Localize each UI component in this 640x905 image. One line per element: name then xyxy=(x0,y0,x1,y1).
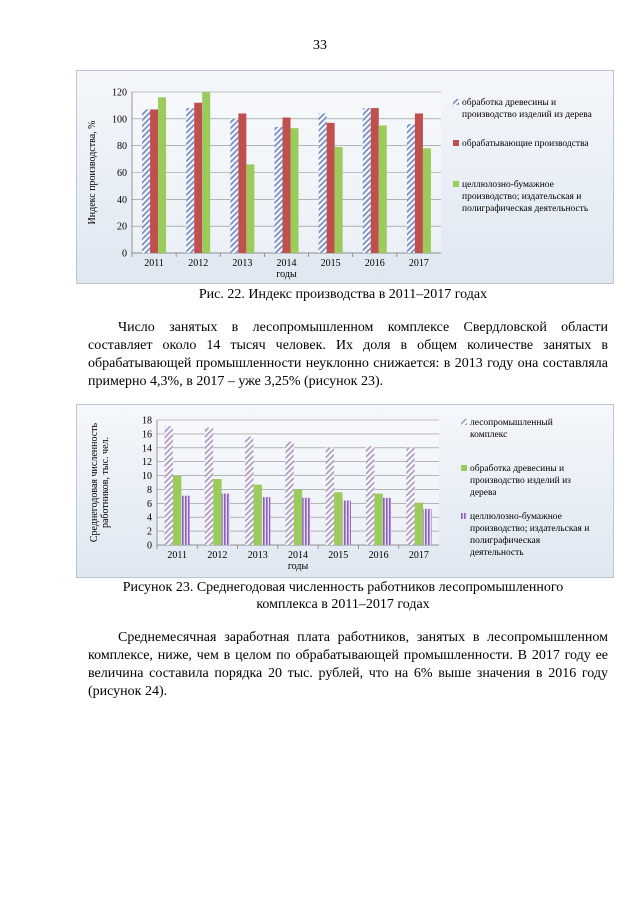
chart2-bar-2-2011 xyxy=(173,476,181,545)
employee-count-chart xyxy=(76,404,614,578)
chart1-x-tick-label: 2016 xyxy=(364,258,385,269)
chart2-bar-3-2015 xyxy=(342,501,350,545)
chart2-bar-1-2015 xyxy=(326,448,334,545)
chart2-bar-1-2016 xyxy=(366,446,374,545)
chart2-legend-label-3: производство; издательская и xyxy=(470,524,590,534)
chart1-bar-3-2013 xyxy=(246,164,254,253)
chart1-bar-3-2016 xyxy=(379,126,387,253)
chart2-legend-label-3: целлюлозно-бумажное xyxy=(470,512,562,522)
chart1-x-tick-label: 2012 xyxy=(188,258,209,269)
chart2-bar-3-2012 xyxy=(222,494,230,545)
chart1-bar-2-2014 xyxy=(283,117,291,253)
chart2-legend-label-1: лесопромышленный xyxy=(470,418,553,428)
chart1-legend-label-1: обработка древесины и xyxy=(462,98,557,108)
paragraph-employment xyxy=(88,319,608,391)
chart2-x-tick-label: 2014 xyxy=(288,550,308,561)
chart1-legend-swatch-2 xyxy=(453,140,459,146)
chart1-x-tick-label: 2011 xyxy=(144,258,164,269)
chart1-legend-label-1: производство изделий из дерева xyxy=(462,110,592,120)
chart2-bar-1-2017 xyxy=(406,448,414,545)
chart1-bar-1-2011 xyxy=(142,109,150,253)
production-index-chart xyxy=(76,70,614,284)
chart2-legend-swatch-1 xyxy=(461,419,467,425)
chart1-bar-2-2017 xyxy=(415,113,423,253)
chart2-bar-2-2013 xyxy=(254,485,262,545)
chart2-x-tick-label: 2015 xyxy=(328,550,349,561)
chart1-bar-1-2014 xyxy=(275,127,283,253)
chart1-x-tick-label: 2014 xyxy=(276,258,297,269)
chart1-bar-2-2015 xyxy=(327,123,335,253)
chart1-legend-label-3: целлюлозно-бумажное xyxy=(462,180,554,190)
employee-count-chart-svg xyxy=(77,405,613,577)
chart1-bar-1-2012 xyxy=(186,108,194,253)
chart2-legend-label-3: деятельность xyxy=(470,548,524,558)
production-index-chart-svg xyxy=(77,71,613,283)
chart1-y-tick-label: 80 xyxy=(117,141,127,153)
chart1-bar-3-2012 xyxy=(202,92,210,253)
chart2-y-tick-label: 14 xyxy=(142,443,152,455)
chart1-legend-swatch-1 xyxy=(453,99,459,105)
chart2-x-tick-label: 2016 xyxy=(368,550,389,561)
chart2-y-tick-label: 6 xyxy=(147,498,152,510)
chart1-legend-label-3: производство; издательская и xyxy=(462,192,582,202)
chart1-y-tick-label: 40 xyxy=(117,194,127,206)
chart2-bar-3-2017 xyxy=(423,509,431,545)
chart2-y-tick-label: 8 xyxy=(147,484,152,496)
chart1-bar-1-2013 xyxy=(230,119,238,253)
chart2-bar-3-2014 xyxy=(302,498,310,545)
chart2-bar-2-2017 xyxy=(415,503,423,545)
chart2-bar-1-2012 xyxy=(205,428,213,545)
chart2-y-axis-title: Среднегодовая численность xyxy=(89,422,100,543)
chart1-x-tick-label: 2013 xyxy=(232,258,253,269)
chart1-x-axis-title: годы xyxy=(276,269,297,280)
chart1-legend-label-3: полиграфическая деятельность xyxy=(462,204,589,214)
chart2-bar-1-2013 xyxy=(245,437,253,545)
chart1-x-tick-label: 2017 xyxy=(408,258,429,269)
chart2-bar-1-2014 xyxy=(285,442,293,545)
chart2-bar-3-2011 xyxy=(181,496,189,545)
chart2-y-tick-label: 0 xyxy=(147,540,152,552)
chart1-bar-2-2013 xyxy=(238,113,246,253)
chart1-bar-3-2015 xyxy=(335,147,343,253)
chart1-legend-label-2: обрабатывающие производства xyxy=(462,139,589,149)
chart1-bar-3-2014 xyxy=(291,128,299,253)
chart1-x-tick-label: 2015 xyxy=(320,258,341,269)
chart1-y-axis-title: Индекс производства, % xyxy=(87,120,98,225)
chart2-y-axis-title: работников, тыс. чел. xyxy=(100,436,111,529)
chart2-legend-label-2: производство изделий из xyxy=(470,476,571,486)
chart1-legend-swatch-3 xyxy=(453,181,459,187)
chart1-bar-2-2012 xyxy=(194,103,202,253)
figure-23-caption-line-1: Рисунок 23. Среднегодовая численность работников лесопромышленного xyxy=(122,580,564,595)
figure-23-caption-line-2: комплекса в 2011–2017 годах xyxy=(256,597,430,612)
chart1-bar-3-2017 xyxy=(423,148,431,253)
chart2-y-tick-label: 16 xyxy=(142,429,152,441)
figure-23-caption xyxy=(70,579,616,613)
chart2-legend-label-3: полиграфическая xyxy=(470,536,541,546)
chart1-bar-2-2011 xyxy=(150,109,158,253)
chart2-y-tick-label: 12 xyxy=(142,457,152,469)
chart1-bar-3-2011 xyxy=(158,97,166,253)
chart2-bar-2-2016 xyxy=(374,494,382,545)
chart2-legend-label-2: обработка древесины и xyxy=(470,464,565,474)
chart2-legend-swatch-2 xyxy=(461,465,467,471)
page-number: 33 xyxy=(313,38,327,53)
chart2-y-tick-label: 2 xyxy=(147,526,152,538)
chart2-x-tick-label: 2013 xyxy=(247,550,268,561)
chart1-y-tick-label: 20 xyxy=(117,221,127,233)
chart1-bar-1-2016 xyxy=(363,108,371,253)
chart1-y-tick-label: 100 xyxy=(112,114,127,126)
chart1-bar-2-2016 xyxy=(371,108,379,253)
chart2-y-tick-label: 4 xyxy=(147,512,152,524)
chart2-x-tick-label: 2017 xyxy=(408,550,429,561)
paragraph-wages-text: Среднемесячная заработная плата работников, занятых в лесопромышленном комплексе, ниже, чем в целом по обрабатывающей промышленности. В 2017 году ее величина составила порядка 20 тыс. рублей, что на 6% выше значения в 2016 году (рисунок 24). xyxy=(88,630,608,699)
chart1-y-tick-label: 120 xyxy=(112,87,127,99)
chart1-y-tick-label: 0 xyxy=(122,248,127,260)
chart2-x-axis-title: годы xyxy=(287,561,309,572)
chart1-bar-1-2015 xyxy=(319,113,327,253)
chart2-y-tick-label: 18 xyxy=(142,415,152,427)
figure-22-caption: Рис. 22. Индекс производства в 2011–2017 годах xyxy=(198,287,488,302)
paragraph-wages xyxy=(88,629,608,701)
chart2-x-tick-label: 2011 xyxy=(167,550,187,561)
chart2-legend-label-1: комплекс xyxy=(470,430,508,440)
chart2-bar-3-2016 xyxy=(383,498,391,545)
chart1-bar-1-2017 xyxy=(407,124,415,253)
chart2-bar-2-2012 xyxy=(213,479,221,545)
chart2-x-tick-label: 2012 xyxy=(207,550,228,561)
paragraph-employment-text: Число занятых в лесопромышленном комплексе Свердловской области составляет около 14 тысяч человек. Их доля в общем количестве занятых в обрабатывающей промышленности неуклонно снижается: в 2013 году она составляла примерно 4,3%, в 2017 – уже 3,25% (рисунок 23). xyxy=(88,320,608,389)
chart2-bar-2-2014 xyxy=(294,489,302,545)
chart1-y-tick-label: 60 xyxy=(117,168,127,179)
chart2-legend-label-2: дерева xyxy=(470,488,497,498)
chart2-bar-3-2013 xyxy=(262,497,270,545)
chart2-bar-1-2011 xyxy=(165,426,173,545)
chart2-bar-2-2015 xyxy=(334,492,342,545)
chart2-y-tick-label: 10 xyxy=(142,471,152,483)
chart2-legend-swatch-3 xyxy=(461,513,467,519)
